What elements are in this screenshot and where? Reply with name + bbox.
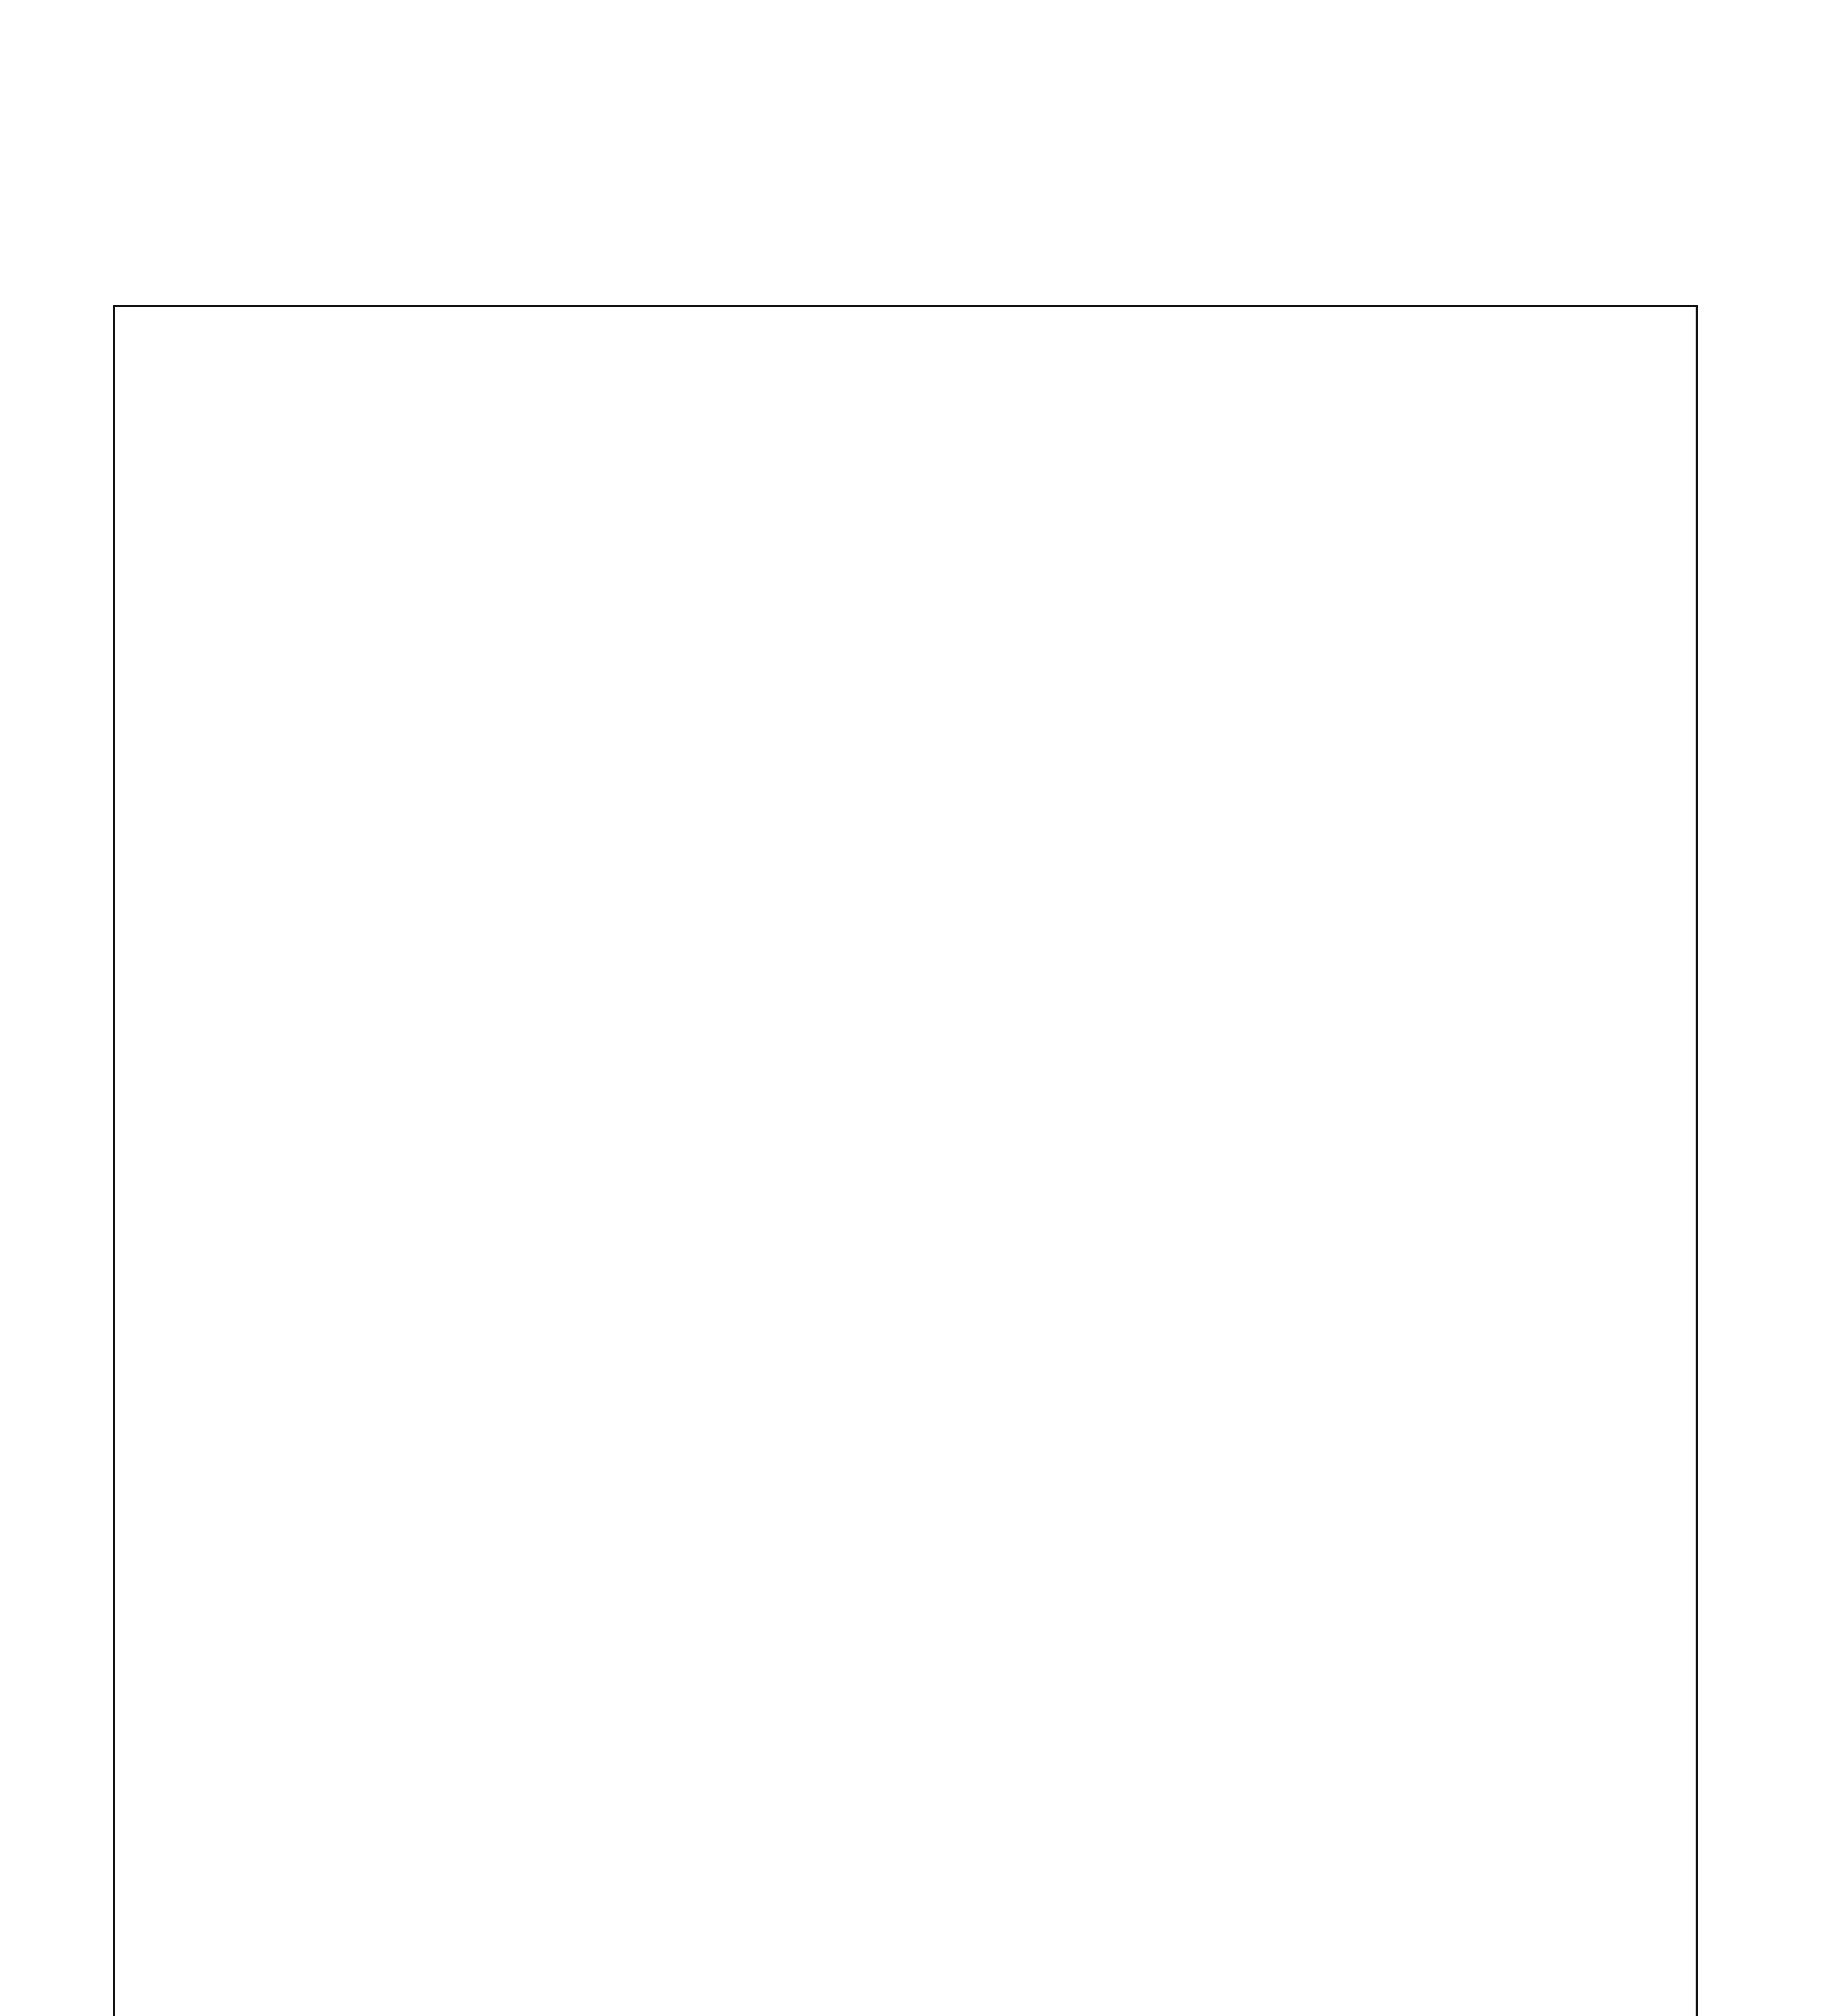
report-frame xyxy=(113,305,1698,2016)
